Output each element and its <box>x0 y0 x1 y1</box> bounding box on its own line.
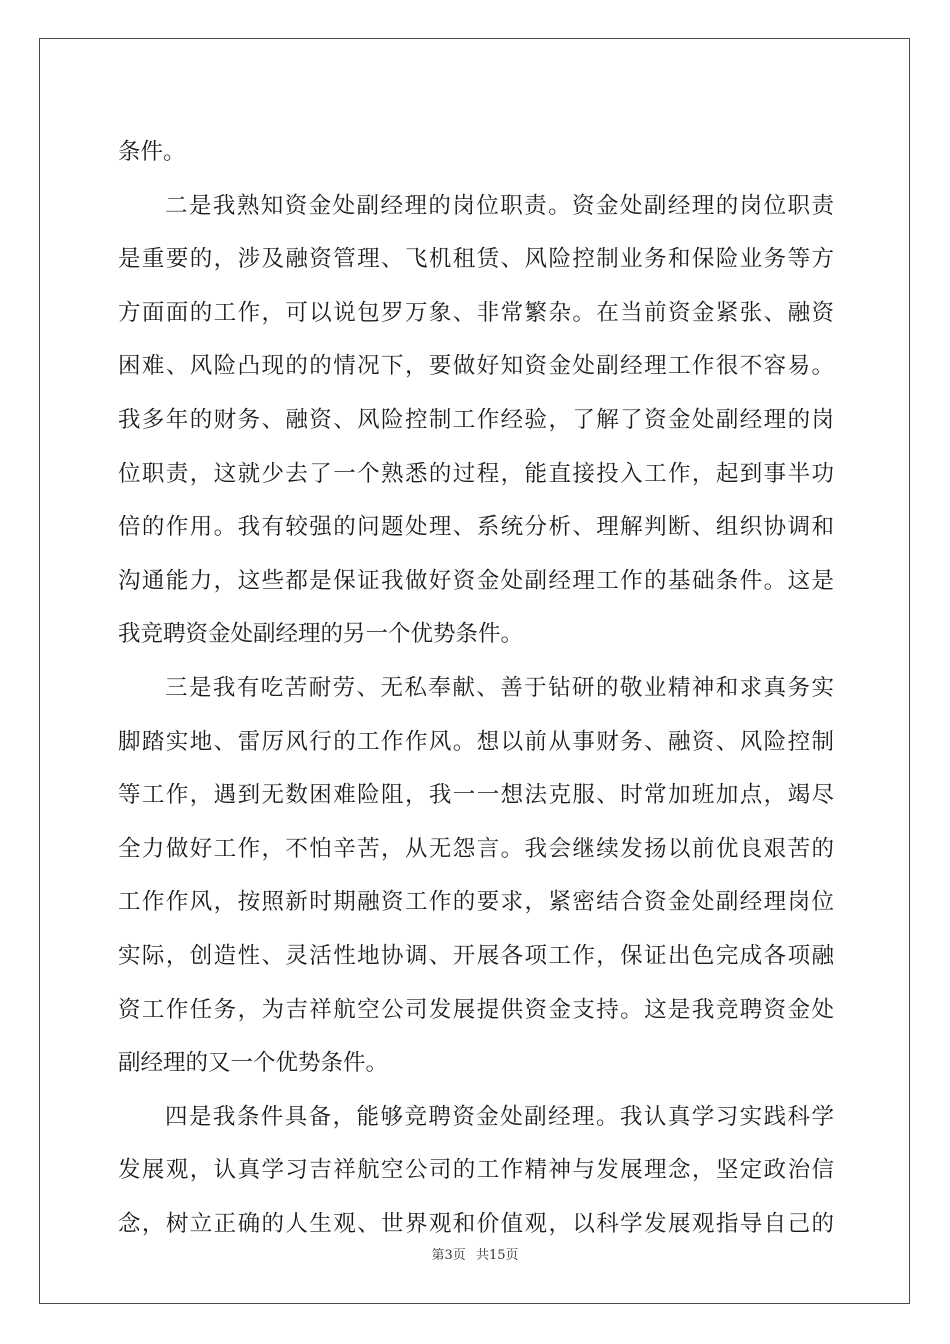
text-line: 我竞聘资金处副经理的另一个优势条件。 <box>118 621 524 648</box>
text-line: 等工作，遇到无数困难险阻，我一一想法克服、时常加班加点，竭尽 <box>118 782 834 809</box>
text-line: 四是我条件具备，能够竞聘资金处副经理。我认真学习实践科学 <box>165 1103 834 1130</box>
text-line: 资工作任务，为吉祥航空公司发展提供资金支持。这是我竞聘资金处 <box>118 996 834 1023</box>
text-line: 脚踏实地、雷厉风行的工作作风。想以前从事财务、融资、风险控制 <box>118 728 834 755</box>
page-number: 第3页 <box>431 1248 466 1263</box>
page-footer <box>0 1244 950 1263</box>
text-line: 困难、风险凸现的的情况下，要做好知资金处副经理工作很不容易。 <box>118 353 834 380</box>
text-line: 沟通能力，这些都是保证我做好资金处副经理工作的基础条件。这是 <box>118 567 834 594</box>
text-line: 全力做好工作，不怕辛苦，从无怨言。我会继续发扬以前优良艰苦的 <box>118 835 834 862</box>
text-line: 副经理的又一个优势条件。 <box>118 1050 389 1077</box>
text-line: 三是我有吃苦耐劳、无私奉献、善于钻研的敬业精神和求真务实 <box>165 674 834 701</box>
text-line: 工作作风，按照新时期融资工作的要求，紧密结合资金处副经理岗位 <box>118 889 834 916</box>
document-body <box>118 126 834 1251</box>
text-line: 是重要的，涉及融资管理、飞机租赁、风险控制业务和保险业务等方 <box>118 246 834 273</box>
text-line: 位职责，这就少去了一个熟悉的过程，能直接投入工作，起到事半功 <box>118 460 834 487</box>
text-line: 发展观，认真学习吉祥航空公司的工作精神与发展理念，坚定政治信 <box>118 1157 834 1184</box>
text-line: 念，树立正确的人生观、世界观和价值观，以科学发展观指导自己的 <box>118 1210 834 1237</box>
text-line: 倍的作用。我有较强的问题处理、系统分析、理解判断、组织协调和 <box>118 514 834 541</box>
total-pages: 共15页 <box>475 1248 519 1263</box>
text-line: 实际，创造性、灵活性地协调、开展各项工作，保证出色完成各项融 <box>118 942 834 969</box>
text-line: 条件。 <box>118 139 186 165</box>
text-line: 我多年的财务、融资、风险控制工作经验，了解了资金处副经理的岗 <box>118 406 834 433</box>
text-line: 方面面的工作，可以说包罗万象、非常繁杂。在当前资金紧张、融资 <box>118 299 834 326</box>
text-line: 二是我熟知资金处副经理的岗位职责。资金处副经理的岗位职责 <box>165 192 834 219</box>
